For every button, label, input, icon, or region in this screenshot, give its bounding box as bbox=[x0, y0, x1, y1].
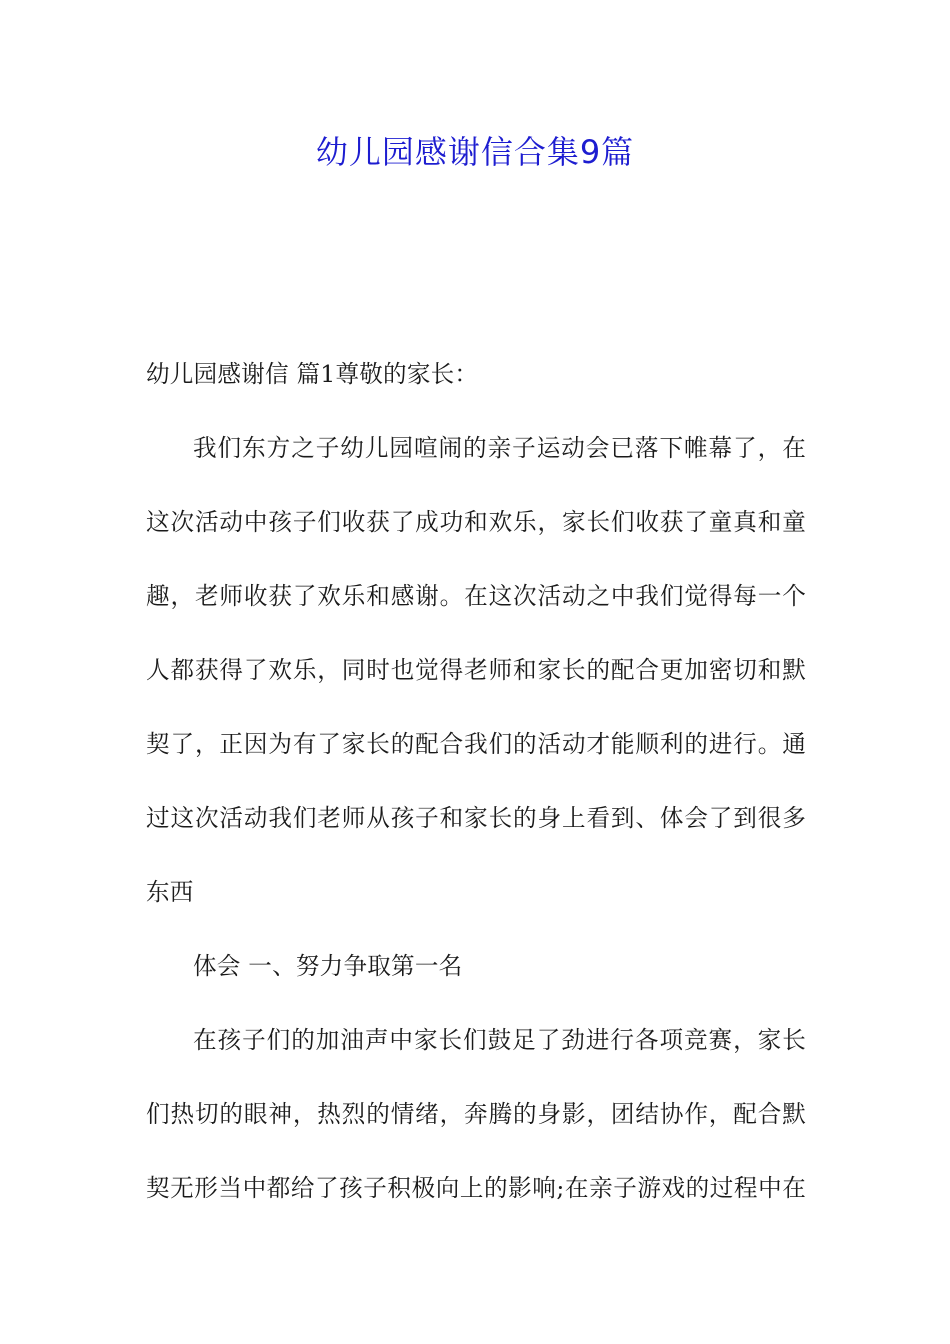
section-heading bbox=[146, 929, 806, 1003]
text-line: 人都获得了欢乐，同时也觉得老师和家长的配合更加密切和默 bbox=[146, 656, 806, 684]
text-line: 过这次活动我们老师从孩子和家长的身上看到、体会了到很多 bbox=[146, 804, 806, 832]
text-line: 契了，正因为有了家长的配合我们的活动才能顺利的进行。通 bbox=[146, 730, 806, 758]
text-line: 们热切的眼神，热烈的情绪，奔腾的身影，团结协作，配合默 bbox=[146, 1100, 806, 1128]
text-line: 在孩子们的加油声中家长们鼓足了劲进行各项竞赛，家长 bbox=[193, 1026, 806, 1054]
paragraph-1 bbox=[146, 411, 806, 929]
text-line: 东西 bbox=[146, 878, 194, 906]
document-body bbox=[146, 337, 806, 1225]
text-line: 趣，老师收获了欢乐和感谢。在这次活动之中我们觉得每一个 bbox=[146, 582, 806, 610]
section-heading-text: 体会 一、努力争取第一名 bbox=[193, 952, 463, 980]
text-line: 契无形当中都给了孩子积极向上的影响;在亲子游戏的过程中在 bbox=[146, 1174, 806, 1202]
salutation-line bbox=[146, 337, 806, 411]
text-line: 我们东方之子幼儿园喧闹的亲子运动会已落下帷幕了，在 bbox=[193, 434, 806, 462]
salutation-text: 幼儿园感谢信 篇1尊敬的家长： bbox=[146, 360, 479, 388]
paragraph-2 bbox=[146, 1003, 806, 1225]
page-title: 幼儿园感谢信合集9篇 bbox=[315, 133, 635, 171]
text-line: 这次活动中孩子们收获了成功和欢乐，家长们收获了童真和童 bbox=[146, 508, 806, 536]
